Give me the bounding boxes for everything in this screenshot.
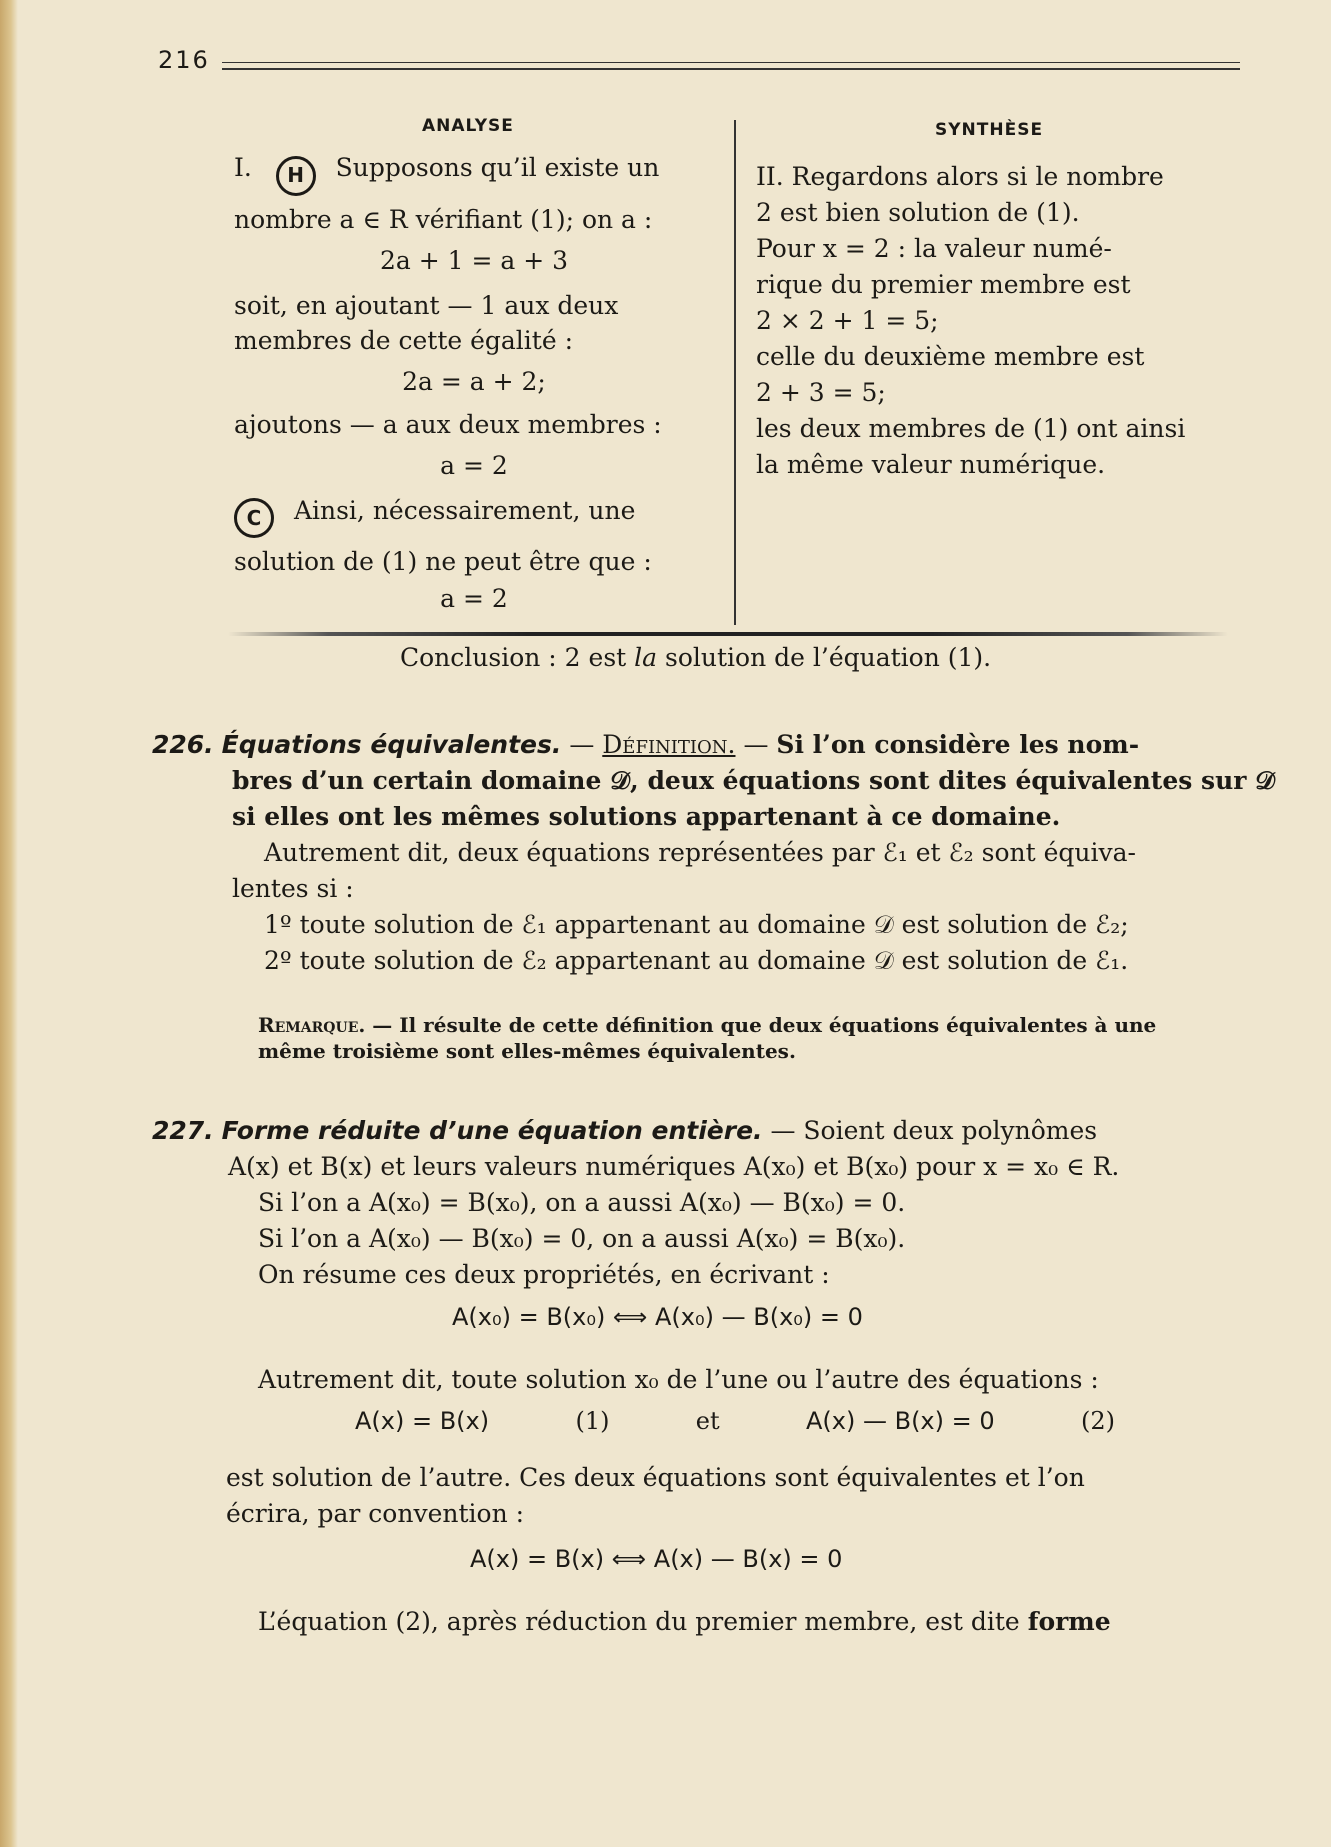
section-number: 226. <box>152 730 214 759</box>
definition-text: si elles ont les mêmes solutions appartenant à ce domaine. <box>232 802 1061 831</box>
equation-2: A(x) — B(x) = 0 <box>806 1407 995 1435</box>
equation: A(x) = B(x) ⟺ A(x) — B(x) = 0 <box>470 1545 843 1573</box>
remark <box>258 1012 1238 1064</box>
equation: a = 2 <box>440 450 508 480</box>
body-paragraph <box>258 1604 1238 1640</box>
equations-row <box>355 1407 1115 1435</box>
section-226-heading-line <box>152 727 1232 763</box>
definition-text: Si l’on considère les nom- <box>776 730 1140 759</box>
conclusion-text: solution de l’équation (1). <box>665 643 992 672</box>
definition-label: Définition. <box>602 730 736 759</box>
equivalence-equation <box>452 1303 863 1331</box>
equation-number: (2) <box>1080 1407 1115 1435</box>
analyse-line <box>234 150 714 196</box>
equation-number: (1) <box>575 1407 610 1435</box>
body-line: Autrement dit, deux équations représentées par ℰ₁ et ℰ₂ sont équiva- <box>264 838 1136 867</box>
synthese-line: la même valeur numérique. <box>756 450 1106 479</box>
synthese-line: 2 est bien solution de (1). <box>756 198 1080 227</box>
conclusion-text: Conclusion : 2 est <box>400 643 627 672</box>
synthese-heading: SYNTHÈSE <box>935 120 1044 140</box>
dash: — <box>569 730 595 759</box>
analyse-line <box>234 493 714 539</box>
body-line: est solution de l’autre. Ces deux équations sont équivalentes et l’on <box>226 1463 1085 1492</box>
body-line: On résume ces deux propriétés, en écrivant : <box>258 1260 830 1289</box>
remark-text: — Il résulte de cette définition que deux équations équivalentes à une <box>372 1013 1157 1037</box>
body-text: — Soient deux polynômes <box>770 1116 1098 1145</box>
synthese-column <box>756 159 1234 483</box>
synthese-line: 2 × 2 + 1 = 5; <box>756 306 939 335</box>
header-rule <box>222 62 1240 70</box>
analyse-line: ajoutons — a aux deux membres : <box>234 409 662 439</box>
bold-term: forme <box>1027 1607 1111 1636</box>
section-227 <box>152 1113 1232 1293</box>
column-divider <box>734 120 736 625</box>
body-line: 1º toute solution de ℰ₁ appartenant au domaine 𝒟 est solution de ℰ₂; <box>264 910 1129 939</box>
body-line: lentes si : <box>232 874 354 903</box>
convention-equation <box>470 1545 842 1573</box>
conclusion-symbol: C <box>234 498 274 538</box>
analyse-line: soit, en ajoutant — 1 aux deux <box>234 290 619 320</box>
dash: — <box>743 730 769 759</box>
body-line <box>258 1604 1238 1640</box>
remark-label: Remarque. <box>258 1013 366 1037</box>
body-paragraph <box>258 1362 1238 1398</box>
definition-text: bres d’un certain domaine 𝒟, deux équations sont dites équivalentes sur 𝒟 <box>232 766 1276 795</box>
section-title: Forme réduite d’une équation entière. <box>221 1116 763 1145</box>
body-line: Autrement dit, toute solution x₀ de l’une ou l’autre des équations : <box>258 1365 1099 1394</box>
section-title: Équations équivalentes. <box>221 730 562 759</box>
analyse-heading: ANALYSE <box>422 116 514 136</box>
body-line: Si l’on a A(x₀) = B(x₀), on a aussi A(x₀) — B(x₀) = 0. <box>258 1188 906 1217</box>
analyse-column <box>234 150 714 616</box>
synthese-line: les deux membres de (1) ont ainsi <box>756 414 1186 443</box>
roman-numeral: I. <box>234 153 252 182</box>
synthese-line: Pour x = 2 : la valeur numé- <box>756 234 1112 263</box>
hypothesis-symbol: H <box>276 156 316 196</box>
body-paragraph <box>226 1460 1236 1532</box>
page-number: 216 <box>158 46 210 74</box>
conclusion-rule <box>228 632 1228 636</box>
equation: 2a = a + 2; <box>402 366 546 396</box>
page-binding-edge <box>0 0 18 1847</box>
body-line: Si l’on a A(x₀) — B(x₀) = 0, on a aussi A(x₀) = B(x₀). <box>258 1224 906 1253</box>
body-line: A(x) et B(x) et leurs valeurs numériques A(x₀) et B(x₀) pour x = x₀ ∈ R. <box>228 1152 1120 1181</box>
body-line: 2º toute solution de ℰ₂ appartenant au domaine 𝒟 est solution de ℰ₁. <box>264 946 1129 975</box>
body-text: L’équation (2), après réduction du premier membre, est dite <box>258 1607 1020 1636</box>
synthese-line: celle du deuxième membre est <box>756 342 1145 371</box>
equation: 2a + 1 = a + 3 <box>379 245 569 275</box>
equation: a = 2 <box>440 584 508 613</box>
equation-1: A(x) = B(x) <box>355 1407 490 1435</box>
conclusion-line <box>400 643 991 672</box>
section-227-heading-line <box>152 1113 1232 1149</box>
synthese-line: rique du premier membre est <box>756 270 1131 299</box>
analyse-line: membres de cette égalité : <box>234 325 574 355</box>
section-number: 227. <box>152 1116 214 1145</box>
analyse-text: Ainsi, nécessairement, une <box>293 495 636 525</box>
conclusion-emphasis: la <box>634 643 658 672</box>
remark-text: même troisième sont elles-mêmes équivalentes. <box>258 1039 796 1063</box>
analyse-text: Supposons qu’il existe un <box>335 153 660 182</box>
body-line: écrira, par convention : <box>226 1499 525 1528</box>
equation: A(x₀) = B(x₀) ⟺ A(x₀) — B(x₀) = 0 <box>452 1303 863 1331</box>
section-226 <box>152 727 1276 979</box>
synthese-line: II. Regardons alors si le nombre <box>756 162 1164 191</box>
analyse-line: solution de (1) ne peut être que : <box>234 547 652 576</box>
synthese-line: 2 + 3 = 5; <box>756 378 886 407</box>
conjunction: et <box>695 1407 720 1435</box>
analyse-line: nombre a ∈ R vérifiant (1); on a : <box>234 204 653 234</box>
